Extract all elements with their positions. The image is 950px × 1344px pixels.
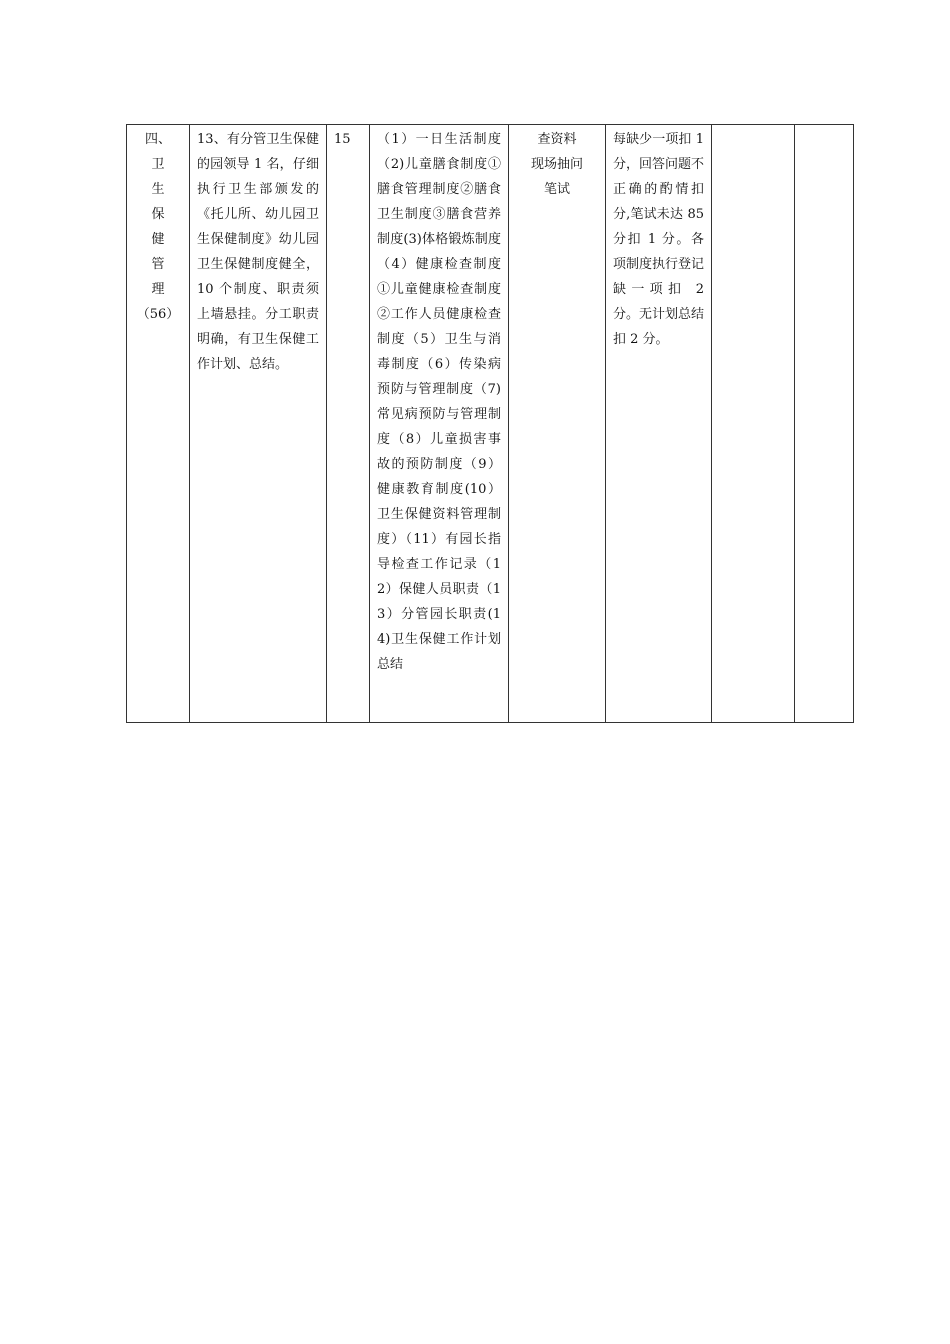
- empty-cell-7: [712, 125, 795, 723]
- score-text: 15: [334, 132, 351, 147]
- content-cell: [370, 125, 509, 723]
- category-cell: [127, 125, 190, 723]
- empty-cell-8: [795, 125, 854, 723]
- method-cell: [509, 125, 606, 723]
- deduction-cell: [606, 125, 712, 723]
- table-row: [127, 125, 854, 723]
- score-cell: [327, 125, 370, 723]
- evaluation-table: [126, 124, 854, 723]
- requirement-cell: [190, 125, 327, 723]
- deduction-text: 每缺少一项扣 1 分，回答问题不正确的酌情扣分,笔试未达 85 分扣 1 分。各项制度执行登记缺一项扣 2 分。无计划总结扣 2 分。: [613, 132, 705, 347]
- requirement-text: 13、有分管卫生保健的园领导 1 名，仔细执行卫生部颁发的《托儿所、幼儿园卫生保健制度》幼儿园卫生保健制度健全，10 个制度、职责须上墙悬挂。分工职责明确，有卫生保健工作计划、总结。: [197, 132, 319, 372]
- content-text: （1）一日生活制度（2)儿童膳食制度①膳食管理制度②膳食卫生制度③膳食营养制度(3)体格锻炼制度（4）健康检查制度①儿童健康检查制度②工作人员健康检查制度（5）卫生与消毒制度（6）传染病预防与管理制度（7)常见病预防与管理制度（8）儿童损害事故的预防制度（9）健康教育制度(10）卫生保健资料管理制度）（11）有园长指导检查工作记录（12）保健人员职责（13）分管园长职责(14)卫生保健工作计划总结: [377, 132, 501, 672]
- category-text: 四、 卫 生 保 健 管 理 （56）: [136, 132, 180, 322]
- method-text: 查资料 现场抽问 笔试: [530, 132, 583, 197]
